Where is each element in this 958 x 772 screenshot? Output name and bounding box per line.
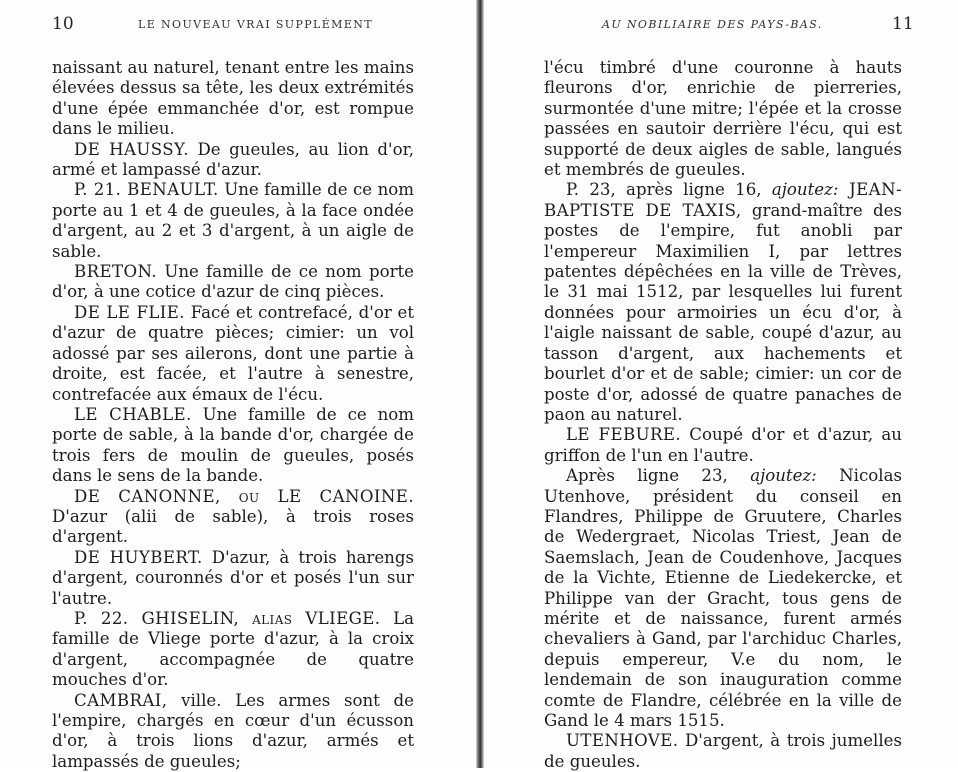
entry-heading: DE LE FLIE. xyxy=(74,302,185,322)
running-head-left: LE NOUVEAU VRAI SUPPLÉMENT xyxy=(138,18,374,31)
entry-heading: DE HAUSSY. xyxy=(74,139,189,159)
entry-heading: LE FEBURE. xyxy=(566,425,682,445)
left-page-text xyxy=(52,58,414,772)
entry-heading: DE HUYBERT. xyxy=(74,547,203,567)
entry-heading: LE CHABLE. xyxy=(74,404,192,424)
entry-heading: UTENHOVE. xyxy=(566,731,679,751)
entry: DE CANONNE, ou LE CANOINE. D'azur (alii de sable), à trois roses d'argent. xyxy=(52,486,414,547)
left-page xyxy=(0,0,476,771)
entry: LE FEBURE. Coupé d'or et d'azur, au griffon de l'un en l'autre. xyxy=(544,425,902,465)
entry: BRETON. Une famille de ce nom porte d'or, à une cotice d'azur de cinq pièces. xyxy=(52,262,414,302)
entry: LE CHABLE. Une famille de ce nom porte de sable, à la bande d'or, chargée de trois fers de moulin de gueules, posés dans le sens de la bande. xyxy=(52,404,414,486)
entry: CAMBRAI, ville. Les armes sont de l'empire, chargés en cœur d'un écusson d'or, à trois lions d'azur, armés et lampassés de gueules; xyxy=(52,690,414,771)
entry: P. 21. BENAULT. Une famille de ce nom porte au 1 et 4 de gueules, à la face ondée d'argent, au 2 et 3 d'argent, à un aigle de sable. xyxy=(52,180,414,261)
page-number-left: 10 xyxy=(52,14,74,34)
book-gutter xyxy=(476,0,484,768)
running-head-right: AU NOBILIAIRE DES PAYS-BAS. xyxy=(602,18,823,31)
entry-heading: JEAN-BAPTISTE DE TAXIS, xyxy=(544,180,902,220)
entry: DE HUYBERT. D'azur, à trois harengs d'argent, couronnés d'or et posés l'un sur l'autre. xyxy=(52,547,414,608)
right-page-text xyxy=(544,58,902,772)
entry-heading: P. 22. GHISELIN, alias VLIEGE. xyxy=(74,608,381,628)
page-number-right: 11 xyxy=(892,14,914,34)
paragraph: naissant au naturel, tenant entre les mains élevées dessus sa tête, les deux extrémités d'une épée emmanchée d'or, est rompue dans le milieu. xyxy=(52,58,414,139)
right-page xyxy=(484,0,958,771)
addition-note: ajoutez: xyxy=(750,466,817,486)
entry-heading: DE CANONNE, ou LE CANOINE. xyxy=(74,486,414,506)
entry-heading: CAMBRAI, xyxy=(74,690,168,710)
entry: Après ligne 23, ajoutez: Nicolas Utenhove, président du conseil en Flandres, Philippe de Gruutere, Charles de Wedergraet, Nicolas Triest, Jean de Saemslach, Jean de Coudenhove, Jacques de la Vichte, Etienne de Liedekercke, et Philippe van der Gracht, tous gens de mérite et de naissance, furent armés chevaliers à Gand, par l'archiduc Charles, depuis empereur, V.e du nom, le lendemain de son inauguration comme comte de Flandre, célébrée en la ville de Gand le 4 mars 1515. xyxy=(544,466,902,730)
entry: DE LE FLIE. Facé et contrefacé, d'or et d'azur de quatre pièces; cimier: un vol adossé par ses ailerons, dont une partie à droite, est facée, et l'autre à senestre, contrefacée aux émaux de l'écu. xyxy=(52,302,414,404)
entry-heading: P. 21. BENAULT. xyxy=(74,180,219,200)
entry: P. 22. GHISELIN, alias VLIEGE. La famille de Vliege porte d'azur, à la croix d'argent, accompagnée de quatre mouches d'or. xyxy=(52,608,414,690)
entry: UTENHOVE. D'argent, à trois jumelles de gueules. xyxy=(544,731,902,771)
addition-note: ajoutez: xyxy=(771,180,839,200)
entry: P. 23, après ligne 16, ajoutez: JEAN-BAPTISTE DE TAXIS, grand-maître des postes de l'empire, fut anobli par l'empereur Maximilien I, par lettres patentes dépêchées en la ville de Trèves, le 31 mai 1512, par lesquelles lui furent données pour armoiries un écu d'or, à l'aigle naissant de sable, coupé d'azur, au tasson d'argent, aux hachements et bourlet d'or et de sable; cimier: un cor de poste d'or, adossé de quatre panaches de paon au naturel. xyxy=(544,180,903,424)
paragraph: l'écu timbré d'une couronne à hauts fleurons d'or, enrichie de pierreries, surmontée d'une mitre; l'épée et la crosse passées en sautoir derrière l'écu, qui est supporté de deux aigles de sable, langués et membrés de gueules. xyxy=(544,58,902,180)
entry-heading: BRETON. xyxy=(74,262,158,282)
entry: DE HAUSSY. De gueules, au lion d'or, armé et lampassé d'azur. xyxy=(52,139,414,180)
